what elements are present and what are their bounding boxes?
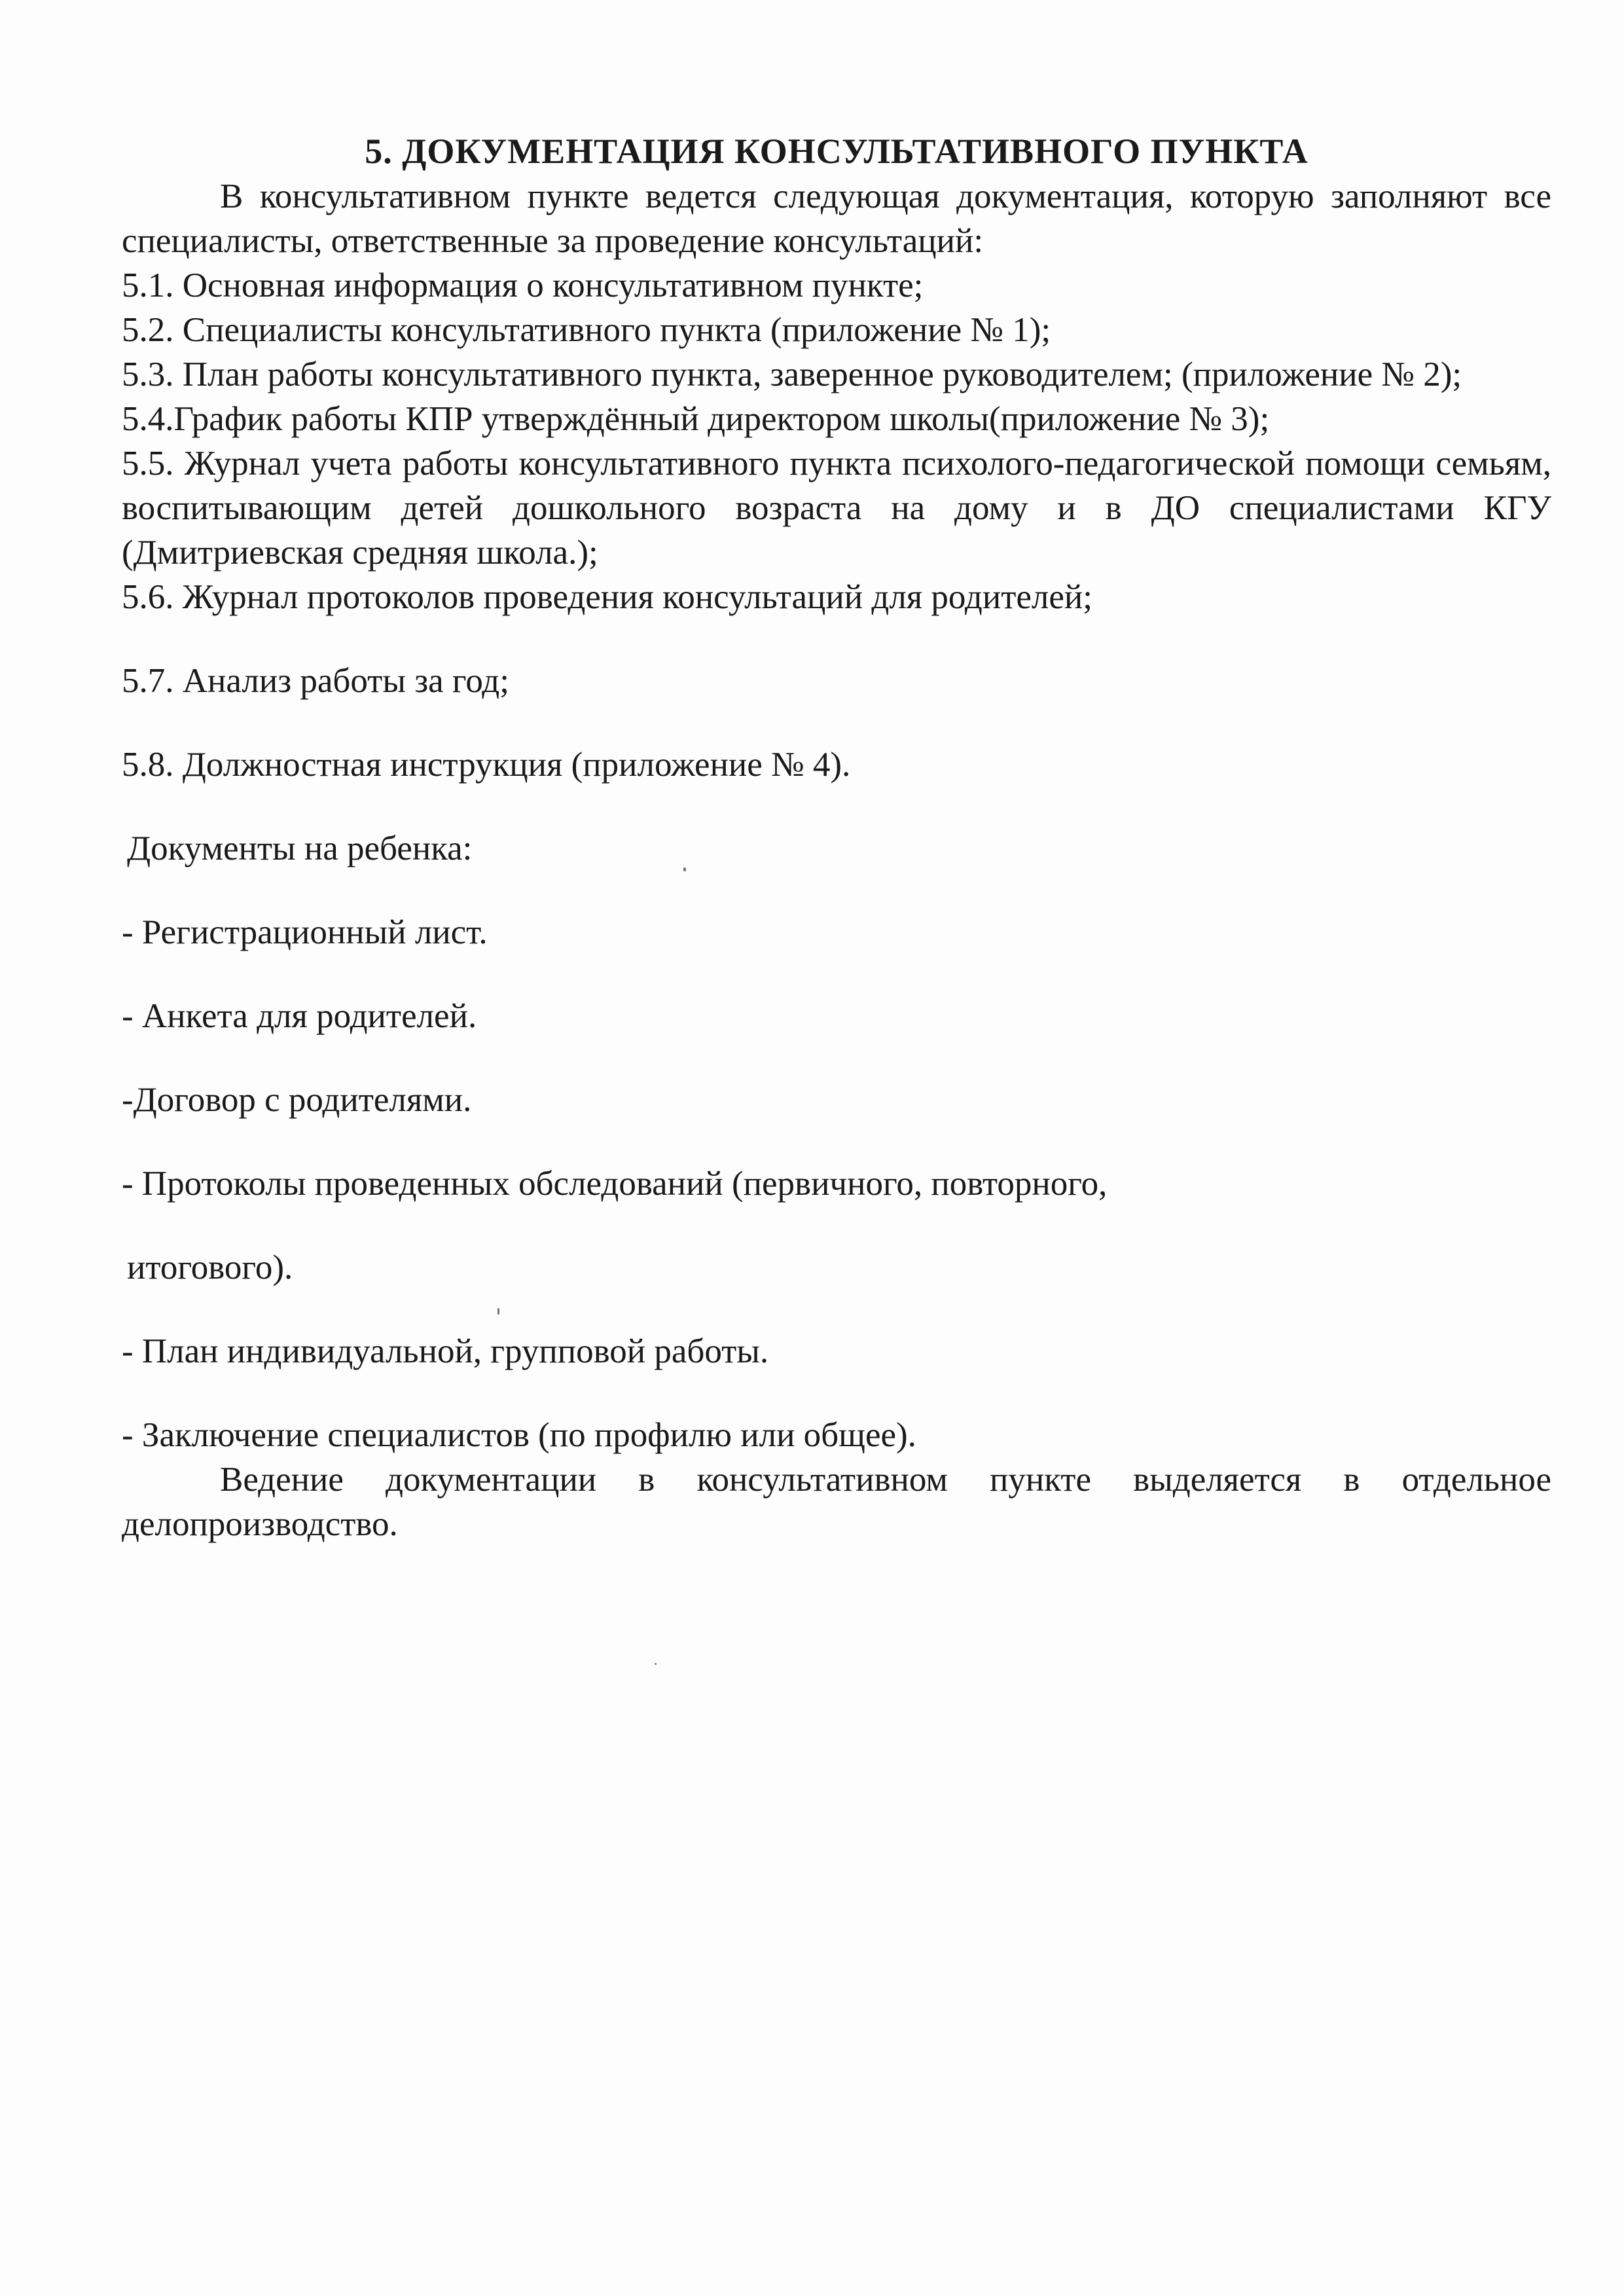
child-doc-item: - Регистрационный лист. xyxy=(122,913,488,951)
child-doc-item: - План индивидуальной, групповой работы. xyxy=(122,1332,769,1370)
child-doc-item-continuation: итогового). xyxy=(127,1248,293,1286)
item-5-5: 5.5. Журнал учета работы консультативного пункта психолого-педагогической помощи семьям, воспитывающим детей дошкольного возраста на дому и в ДО специалистами КГУ (Дмитриевская средняя школа.); xyxy=(122,445,1551,572)
item-5-2: 5.2. Специалисты консультативного пункта (приложение № 1); xyxy=(122,311,1051,349)
scan-speck xyxy=(683,867,686,871)
intro-paragraph: В консультативном пункте ведется следующая документация, которую заполняют все специалисты, ответственные за проведение консультаций: xyxy=(122,177,1551,260)
item-5-8: 5.8. Должностная инструкция (приложение № 4). xyxy=(122,746,851,784)
child-doc-item: - Протоколы проведенных обследований (первичного, повторного, xyxy=(122,1165,1108,1203)
child-doc-item: -Договор с родителями. xyxy=(122,1081,472,1119)
item-5-1: 5.1. Основная информация о консультативном пункте; xyxy=(122,266,924,304)
document-content xyxy=(122,128,1551,1546)
scan-speck xyxy=(497,1308,499,1315)
scan-speck xyxy=(655,1663,657,1665)
item-5-6: 5.6. Журнал протоколов проведения консультаций для родителей; xyxy=(122,578,1092,616)
closing-paragraph: Ведение документации в консультативном пункте выделяется в отдельное делопроизводство. xyxy=(122,1461,1551,1543)
child-doc-item: - Анкета для родителей. xyxy=(122,997,477,1035)
item-5-7: 5.7. Анализ работы за год; xyxy=(122,662,509,700)
child-docs-header: Документы на ребенка: xyxy=(127,829,473,867)
document-title: 5. ДОКУМЕНТАЦИЯ КОНСУЛЬТАТИВНОГО ПУНКТА xyxy=(365,132,1308,171)
item-5-4: 5.4.График работы КПР утверждённый директором школы(приложение № 3); xyxy=(122,400,1270,438)
item-5-3: 5.3. План работы консультативного пункта, заверенное руководителем; (приложение № 2); xyxy=(122,355,1462,393)
child-doc-item: - Заключение специалистов (по профилю или общее). xyxy=(122,1416,916,1454)
